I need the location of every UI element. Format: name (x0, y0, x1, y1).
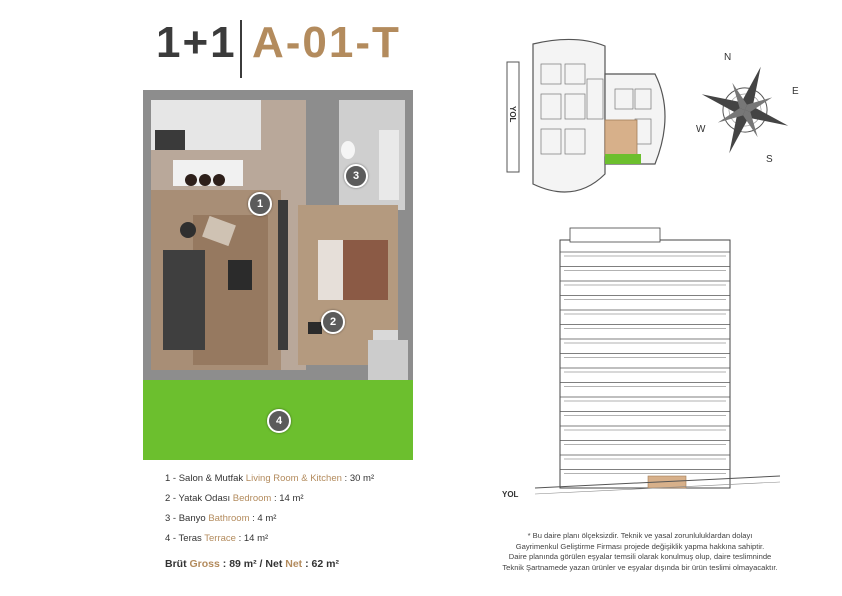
room-name-en: Bedroom (232, 493, 272, 504)
net-value: : 62 m² (305, 558, 339, 570)
area-totals (165, 558, 374, 570)
room-legend (165, 469, 374, 570)
key-plan-drawing (505, 34, 675, 204)
legend-row (165, 489, 374, 509)
room-name-tr: 2 - Yatak Odası (165, 493, 231, 504)
room-marker-bedroom: 2 (321, 310, 345, 334)
keyplan-road-label: YOL (508, 106, 517, 123)
elevation-road-label: YOL (502, 490, 519, 499)
net-label-en: Net (285, 558, 303, 570)
legend-row (165, 529, 374, 549)
compass-south: S (766, 154, 773, 165)
note-line: Teknik Şartnamede yazan ürünler ve eşyalar dışında bir ürün teslimi olmayacaktır. (502, 562, 778, 572)
room-name-tr: 4 - Teras (165, 533, 202, 544)
room-area: : 14 m² (238, 533, 269, 544)
room-area: : 14 m² (273, 493, 304, 504)
unit-code-title: A-01-T (252, 18, 401, 67)
disclaimer-notes (470, 531, 810, 573)
legend-row (165, 509, 374, 529)
title-divider (240, 20, 242, 78)
note-line: * Bu daire planı ölçeksizdir. Teknik ve yasal zorunluluklardan dolayı (527, 531, 753, 540)
compass-west: W (696, 124, 706, 135)
room-name-en: Bathroom (208, 513, 250, 524)
gross-value: : 89 m² (222, 558, 257, 570)
net-label-tr: Net (265, 558, 283, 570)
totals-separator: / (256, 558, 266, 570)
note-line: Gayrimenkul Geliştirme Firması projede değişiklik yapma hakkına sahiptir. (515, 541, 765, 551)
room-name-en: Living Room & Kitchen (245, 473, 342, 484)
building-elevation (490, 222, 790, 522)
compass-icon (690, 48, 800, 168)
note-line: Daire planında görülen eşyalar temsili olarak konulmuş olup, daire teslimninde (508, 552, 772, 561)
room-name-tr: 1 - Salon & Mutfak (165, 473, 244, 484)
floor-plan (143, 90, 413, 460)
room-marker-terrace: 4 (267, 409, 291, 433)
gross-label-en: Gross (189, 558, 220, 570)
room-area: : 4 m² (252, 513, 277, 524)
unit-type-title: 1+1 (156, 18, 237, 67)
compass-east: E (792, 86, 799, 97)
room-marker-bathroom: 3 (344, 164, 368, 188)
key-plan (505, 34, 675, 204)
room-name-en: Terrace (204, 533, 236, 544)
elevation-drawing (490, 222, 790, 522)
floor-plan-drawing (143, 90, 413, 460)
compass-north: N (724, 52, 732, 63)
legend-row (165, 469, 374, 489)
gross-label-tr: Brüt (165, 558, 187, 570)
room-name-tr: 3 - Banyo (165, 513, 206, 524)
room-marker-living-kitchen: 1 (248, 192, 272, 216)
compass-rose (690, 48, 800, 168)
room-area: : 30 m² (344, 473, 375, 484)
